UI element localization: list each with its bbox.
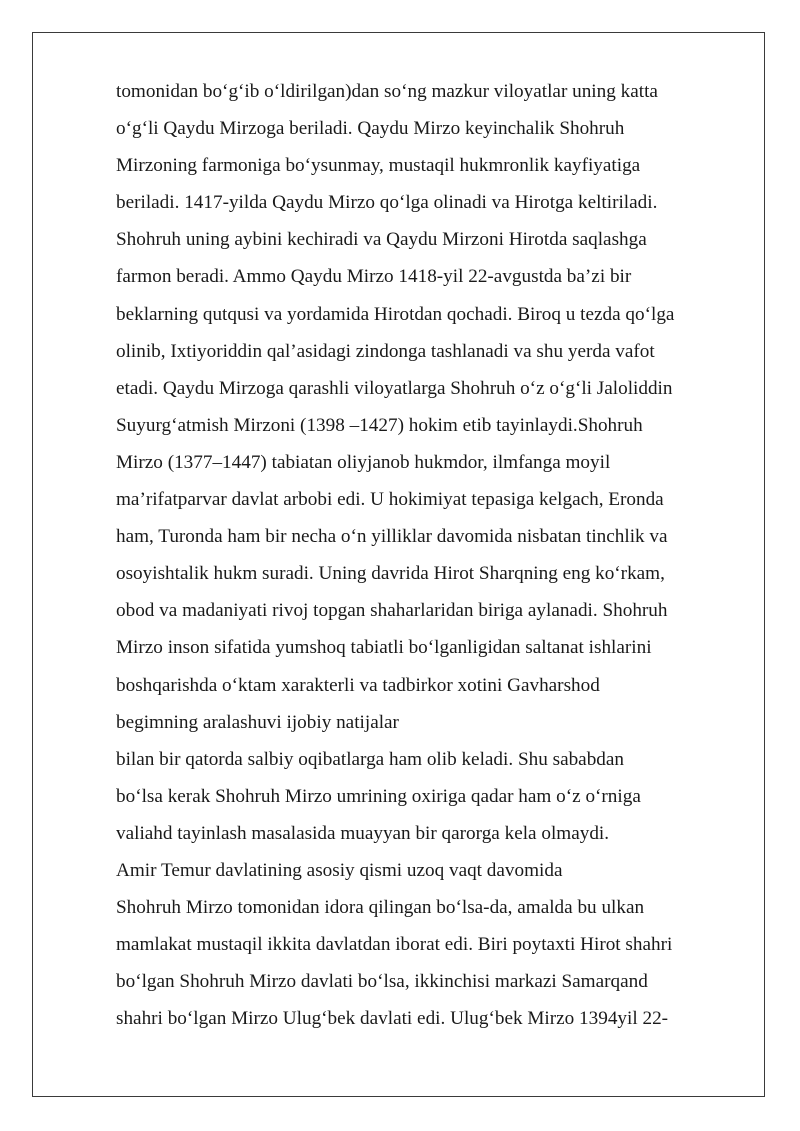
text-line: osoyishtalik hukm suradi. Uning davrida Hirot Sharqning eng ko‘rkam, xyxy=(116,563,665,585)
text-line: begimning aralashuvi ijobiy natijalar xyxy=(116,711,399,733)
text-line: bo‘lgan Shohruh Mirzo davlati bo‘lsa, ikkinchisi markazi Samarqand xyxy=(116,971,648,993)
text-line: beriladi. 1417-yilda Qaydu Mirzo qo‘lga olinadi va Hirotga keltiriladi. xyxy=(116,192,658,214)
text-line: Mirzoning farmoniga bo‘ysunmay, mustaqil hukmronlik kayfiyatiga xyxy=(116,155,641,177)
text-line: Mirzo (1377–1447) tabiatan oliyjanob hukmdor, ilmfanga moyil xyxy=(116,451,611,473)
text-line: mamlakat mustaqil ikkita davlatdan iborat edi. Biri poytaxti Hirot shahri xyxy=(116,934,673,956)
text-line: beklarning qutqusi va yordamida Hirotdan qochadi. Biroq u tezda qo‘lga xyxy=(116,303,675,325)
body-text xyxy=(116,73,756,1037)
text-line: boshqarishda o‘ktam xarakterli va tadbirkor xotini Gavharshod xyxy=(116,674,600,696)
text-line: Shohruh Mirzo tomonidan idora qilingan bo‘lsa-da, amalda bu ulkan xyxy=(116,897,645,919)
text-line: shahri bo‘lgan Mirzo Ulug‘bek davlati edi. Ulug‘bek Mirzo 1394yil 22- xyxy=(116,1008,669,1030)
text-line: ham, Turonda ham bir necha o‘n yilliklar davomida nisbatan tinchlik va xyxy=(116,526,668,548)
text-line: ma’rifatparvar davlat arbobi edi. U hokimiyat tepasiga kelgach, Eronda xyxy=(116,489,664,511)
text-line: o‘g‘li Qaydu Mirzoga beriladi. Qaydu Mirzo keyinchalik Shohruh xyxy=(116,118,625,140)
text-line: obod va madaniyati rivoj topgan shaharlaridan biriga aylanadi. Shohruh xyxy=(116,600,668,622)
text-line: bo‘lsa kerak Shohruh Mirzo umrining oxiriga qadar ham o‘z o‘rniga xyxy=(116,785,641,807)
text-line: bilan bir qatorda salbiy oqibatlarga ham olib keladi. Shu sababdan xyxy=(116,748,624,770)
text-line: Suyurg‘atmish Mirzoni (1398 –1427) hokim etib tayinlaydi.Shohruh xyxy=(116,414,643,436)
text-line: valiahd tayinlash masalasida muayyan bir qarorga kela olmaydi. xyxy=(116,822,610,844)
document-page xyxy=(32,32,765,1097)
text-line: Shohruh uning aybini kechiradi va Qaydu Mirzoni Hirotda saqlashga xyxy=(116,229,647,251)
text-line: Amir Temur davlatining asosiy qismi uzoq vaqt davomida xyxy=(116,859,563,881)
text-line: olinib, Ixtiyoriddin qal’asidagi zindonga tashlanadi va shu yerda vafot xyxy=(116,340,655,362)
text-line: Mirzo inson sifatida yumshoq tabiatli bo‘lganligidan saltanat ishlarini xyxy=(116,637,652,659)
text-line: etadi. Qaydu Mirzoga qarashli viloyatlarga Shohruh o‘z o‘g‘li Jaloliddin xyxy=(116,377,673,399)
text-line: farmon beradi. Ammo Qaydu Mirzo 1418-yil 22-avgustda ba’zi bir xyxy=(116,266,632,288)
text-line: tomonidan bo‘g‘ib o‘ldirilgan)dan so‘ng mazkur viloyatlar uning katta xyxy=(116,81,658,102)
